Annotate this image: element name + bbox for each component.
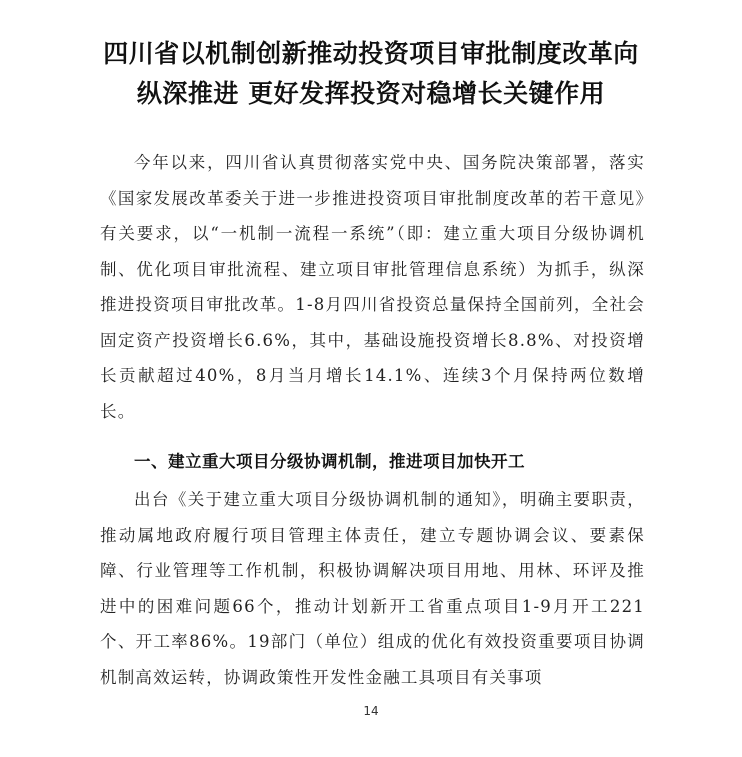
- section-heading-1: 一、建立重大项目分级协调机制，推进项目加快开工: [134, 452, 525, 471]
- document-title-line-1: 四川省以机制创新推动投资项目审批制度改革向: [103, 39, 639, 68]
- document-title-line-2: 纵深推进 更好发挥投资对稳增长关键作用: [136, 79, 606, 108]
- intro-paragraph: 今年以来，四川省认真贯彻落实党中央、国务院决策部署，落实《国家发展改革委关于进一步推进投资项目审批制度改革的若干意见》有关要求，以“一机制一流程一系统”（即：建立重大项目分级协调机制、优化项目审批流程、建立项目审批管理信息系统）为抓手，纵深推进投资项目审批改革。1-8月四川省投资总量保持全国前列，全社会固定资产投资增长6.6%，其中，基础设施投资增长8.8%、对投资增长贡献超过40%，8月当月增长14.1%、连续3个月保持两位数增长。: [100, 153, 645, 421]
- section-1-paragraph: 出台《关于建立重大项目分级协调机制的通知》，明确主要职责，推动属地政府履行项目管理主体责任，建立专题协调会议、要素保障、行业管理等工作机制，积极协调解决项目用地、用林、环评及推进中的困难问题66个，推动计划新开工省重点项目1-9月开工221个、开工率86%。19部门（单位）组成的优化有效投资重要项目协调机制高效运转，协调政策性开发性金融工具项目有关事项: [100, 490, 645, 687]
- page-number: 14: [363, 704, 379, 718]
